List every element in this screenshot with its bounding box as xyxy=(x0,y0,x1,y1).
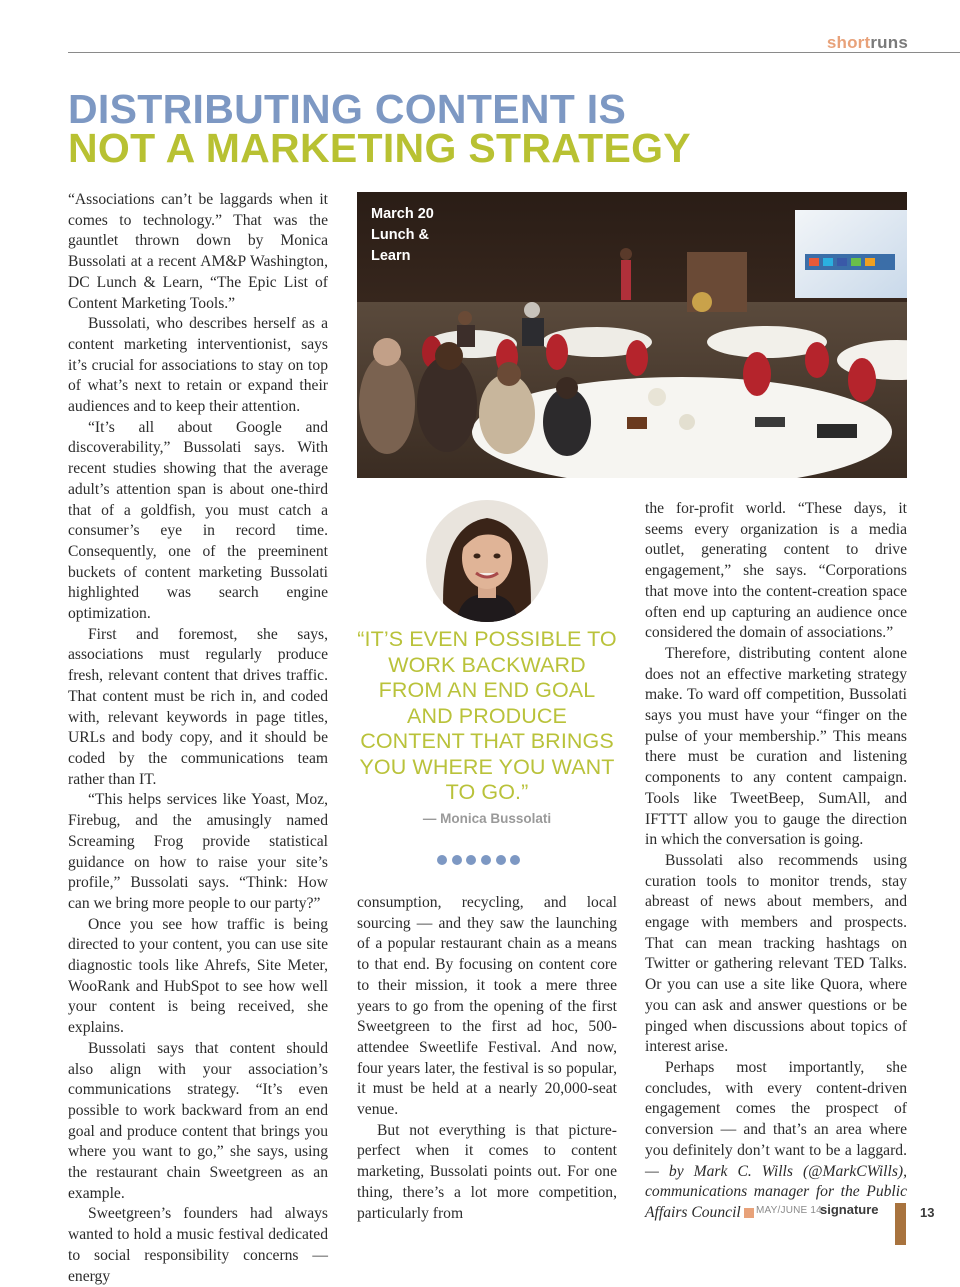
paragraph: “Associations can’t be laggards when it comes to technology.” That was the gauntlet thrown down by Monica Bussolati at a recent AM&P Washington, DC Lunch & Learn, “The Epic List of Content Marketing Tools.” xyxy=(68,191,328,312)
footer-magazine: signature xyxy=(820,1202,879,1217)
pull-quote-attribution: — Monica Bussolati xyxy=(422,811,552,826)
photo-caption-line: Lunch & xyxy=(371,227,429,243)
paragraph: the for-profit world. “These days, it seems every organization is a media outlet, generating content to drive engagement,” she says. “Corporations that move into the content-creation space often end up capturing an audience once considered the domain of associations.” xyxy=(645,500,907,642)
footer-issue: MAY/JUNE 14 xyxy=(756,1205,822,1216)
end-mark-icon xyxy=(744,1208,754,1218)
article-column-1 xyxy=(68,190,328,1287)
paragraph: Therefore, distributing content alone does not an effective marketing strategy make. To ward off competition, Bussolati says you must have your “finger on the pulse of your membership.” This means there must be curation and listening components to any content campaign. Tools like TweetBeep, SumAll, and IFTTT allow you to gauge the direction in which the conversation is going. xyxy=(645,644,907,849)
section-tag-part1: short xyxy=(826,33,871,52)
byline: — by Mark C. Wills (@MarkCWills), communications manager for the Public Affairs Council xyxy=(645,1162,907,1221)
paragraph: “This helps services like Yoast, Moz, Firebug, and the amusingly named Screaming Frog provide statistical guidance on how to raise your site’s profile,” Bussolati says. “Think: How can we bring more people to our party?” xyxy=(68,791,328,912)
photo-caption-line: Learn xyxy=(371,248,411,264)
paragraph: consumption, recycling, and local sourcing — and they saw the launching of a popular restaurant chain as a means to that end. By focusing on content core to their mission, it took a mere three years to go from the opening of the first Sweetgreen to the first ad hoc, 500-attendee Sweetlife Festival. And now, four years later, the festival is so popular, it must be held at a nearly 20,000-seat venue. xyxy=(357,894,617,1119)
footer-bar xyxy=(895,1203,906,1245)
article-column-2 xyxy=(357,893,617,1224)
headline xyxy=(68,86,691,171)
speaker-portrait xyxy=(426,500,548,622)
page-number: 13 xyxy=(920,1205,935,1220)
headline-line1: DISTRIBUTING CONTENT IS xyxy=(68,86,627,132)
paragraph: Once you see how traffic is being directed to your content, you can use site diagnostic tools like Ahrefs, Site Meter, WooRank and HubSpot to see how well your content is being received, she explains. xyxy=(68,915,328,1037)
paragraph: “It’s all about Google and discoverability,” Bussolati says. With recent studies showing that the average adult’s attention span is about one-third that of a goldfish, you must catch a consumer’s eye in record time. Consequently, one of the preeminent buckets of content marketing Bussolati highlighted was search engine optimization. xyxy=(68,418,328,623)
article-column-3 xyxy=(645,499,907,1224)
photo-caption-line: March 20 xyxy=(371,206,434,222)
paragraph: Bussolati says that content should also align with your association’s communications strategy. “It’s even possible to work backward from an end goal and produce content that brings you where you want to go,” she says, using the restaurant chain Sweetgreen as an example. xyxy=(68,1039,328,1202)
photo-caption xyxy=(371,204,434,267)
paragraph: But not everything is that picture-perfect when it comes to content marketing, Bussolati points out. For one thing, there’s a lot more competition, particularly from xyxy=(357,1121,617,1222)
paragraph: Bussolati also recommends using curation tools to monitor trends, stay abreast of news about members, and engage with members and prospects. That can mean tracking hashtags on Twitter or gathering relevant TED Talks. Or you can use a site like Quora, where you can ask and answer questions or be pinged when discussions about topics of interest arise. xyxy=(645,851,907,1056)
paragraph: First and foremost, she says, associations must regularly produce fresh, relevant content that drives traffic. That content must be rich in, and coded with, relevant keywords in page titles, URLs and body copy, and it should be coded by the communications team rather than IT. xyxy=(68,625,328,788)
paragraph: Bussolati, who describes herself as a content marketing interventionist, says it’s crucial for associations to stay on top of what’s next to retain or expand their audiences and to keep their attention. xyxy=(68,315,328,416)
closing-text: Perhaps most importantly, she concludes, with every content-driven engagement comes the prospect of conversion — and that’s an area where you definitely don’t want to be a laggard. xyxy=(645,1058,907,1159)
decorative-dots xyxy=(437,852,547,864)
event-photo xyxy=(357,192,907,478)
headline-line2: NOT A MARKETING STRATEGY xyxy=(68,125,691,171)
paragraph xyxy=(645,1058,907,1224)
section-tag xyxy=(827,33,908,53)
section-tag-part2: runs xyxy=(870,33,908,52)
pull-quote: “IT’S EVEN POSSIBLE TO WORK BACKWARD FROM AN END GOAL AND PRODUCE CONTENT THAT BRINGS YOU WHERE YOU WANT TO GO.” xyxy=(357,627,617,804)
paragraph: Sweetgreen’s founders had always wanted to hold a music festival dedicated to social responsibility concerns — energy xyxy=(68,1205,328,1285)
